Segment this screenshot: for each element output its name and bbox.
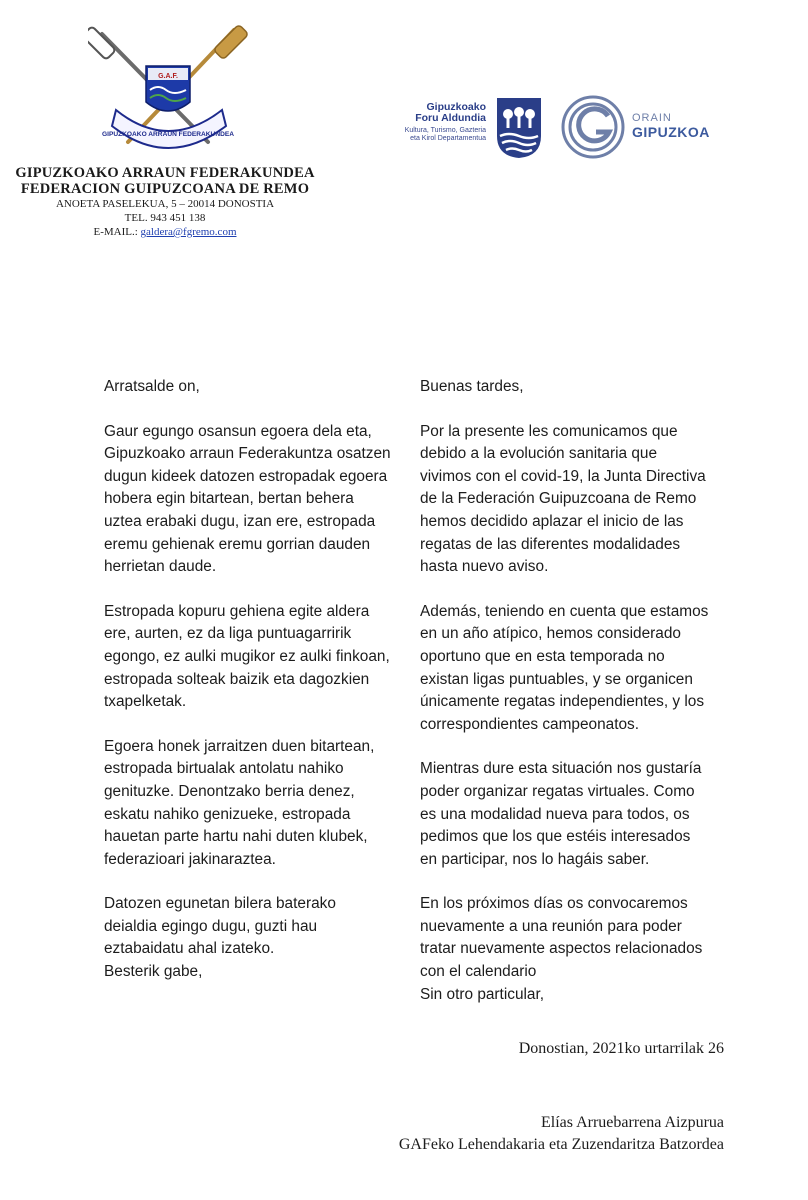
gfa-shield-icon [494, 96, 544, 160]
org-name-spanish: FEDERACION GUIPUZCOANA DE REMO [20, 181, 310, 197]
federation-logo [88, 24, 248, 164]
paragraph-4-spanish: En los próximos días os convocaremos nuevamente a una reunión para poder tratar nuevamente aspectos relacionados con el calendario [420, 895, 703, 981]
paragraph-2-basque: Estropada kopuru gehiena egite aldera ere, aurten, ez da liga puntuagarririk egongo, ez aulki mugikor ez aulki finkoan, estropada solteak baizik eta dagozkien txapelketak. [104, 602, 390, 711]
letter-date: Donostian, 2021ko urtarrilak 26 [518, 1040, 724, 1057]
paragraph-1-spanish: Por la presente les comunicamos que debido a la evolución sanitaria que vivimos con el covid-19, la Junta Directiva de la Federación Guipuzcoana de Remo hemos decidido aplazar el inicio de las regatas de las diferentes modalidades hasta nuevo aviso. [420, 422, 706, 576]
orain-big-text: GIPUZKOA [632, 124, 710, 140]
logo-ring-text: GIPUZKOAKO ARRAUN FEDERAKUNDEA [102, 131, 234, 138]
orain-gipuzkoa-logo [558, 92, 728, 162]
org-name-basque: GIPUZKOAKO ARRAUN FEDERAKUNDEA [15, 165, 315, 181]
logo-badge: G.A.F. [158, 73, 178, 80]
paragraph-3-basque: Egoera honek jarraitzen duen bitartean, estropada birtualak antolatu nahiko genituzke. Denontzako berria denez, eskatu nahiko genizueke, estropada hauetan parte hartu nahi duten klubek, federazioari jakinaraztea. [104, 737, 375, 868]
gfa-logo [394, 96, 554, 162]
gfa-line2: Foru Aldundia [415, 112, 486, 124]
org-phone: TEL. 943 451 138 [124, 212, 206, 224]
org-email-line [0, 225, 330, 239]
paragraph-3-spanish: Mientras dure esta situación nos gustaría poder organizar regatas virtuales. Como es una modalidad nueva para todos, os pedimos que los que estéis interesados en participar, nos lo hagáis saber. [420, 760, 702, 868]
paragraph-4-basque: Datozen egunetan bilera baterako deialdia egingo dugu, guzti hau eztabaidatu ahal izateko. [104, 895, 336, 958]
letter-column-basque [104, 376, 406, 984]
letterhead [0, 165, 330, 239]
signature-block [399, 1112, 724, 1156]
orain-small-text: ORAIN [632, 112, 672, 124]
closing-spanish: Sin otro particular, [420, 985, 545, 1003]
closing-basque: Besterik gabe, [104, 963, 203, 981]
email-label: E-MAIL.: [93, 226, 138, 238]
signer-title: GAFeko Lehendakaria eta Zuzendaritza Batzordea [398, 1136, 724, 1153]
letter-column-spanish [420, 376, 722, 1006]
gfa-line3: Kultura, Turismo, Gazteria [404, 127, 486, 134]
orain-g-icon [558, 92, 628, 162]
email-link[interactable]: galdera@fgremo.com [140, 226, 237, 238]
gfa-line4: eta Kirol Departamentua [410, 135, 486, 142]
paragraph-2-spanish: Además, teniendo en cuenta que estamos en un año atípico, hemos considerado oportuno que en esta temporada no existan ligas puntuables, y se organicen únicamente regatas independientes, y los correspondientes campeonatos. [420, 602, 709, 733]
paragraph-1-basque: Gaur egungo osansun egoera dela eta, Gipuzkoako arraun Federakuntza osatzen dugun kideek datozen estropadak egoera hobera egin bitartean, bertan behera uztea erabaki dugu, izan ere, estropada eremu gehienak eremu gorrian dauden herrietan daude. [104, 422, 391, 576]
gfa-line1: Gipuzkoako [426, 101, 486, 113]
org-address: ANOETA PASELEKUA, 5 – 20014 DONOSTIA [55, 198, 275, 210]
signer-name: Elías Arruebarrena Aizpurua [540, 1114, 724, 1131]
greeting-basque: Arratsalde on, [104, 378, 200, 395]
greeting-spanish: Buenas tardes, [420, 378, 524, 395]
